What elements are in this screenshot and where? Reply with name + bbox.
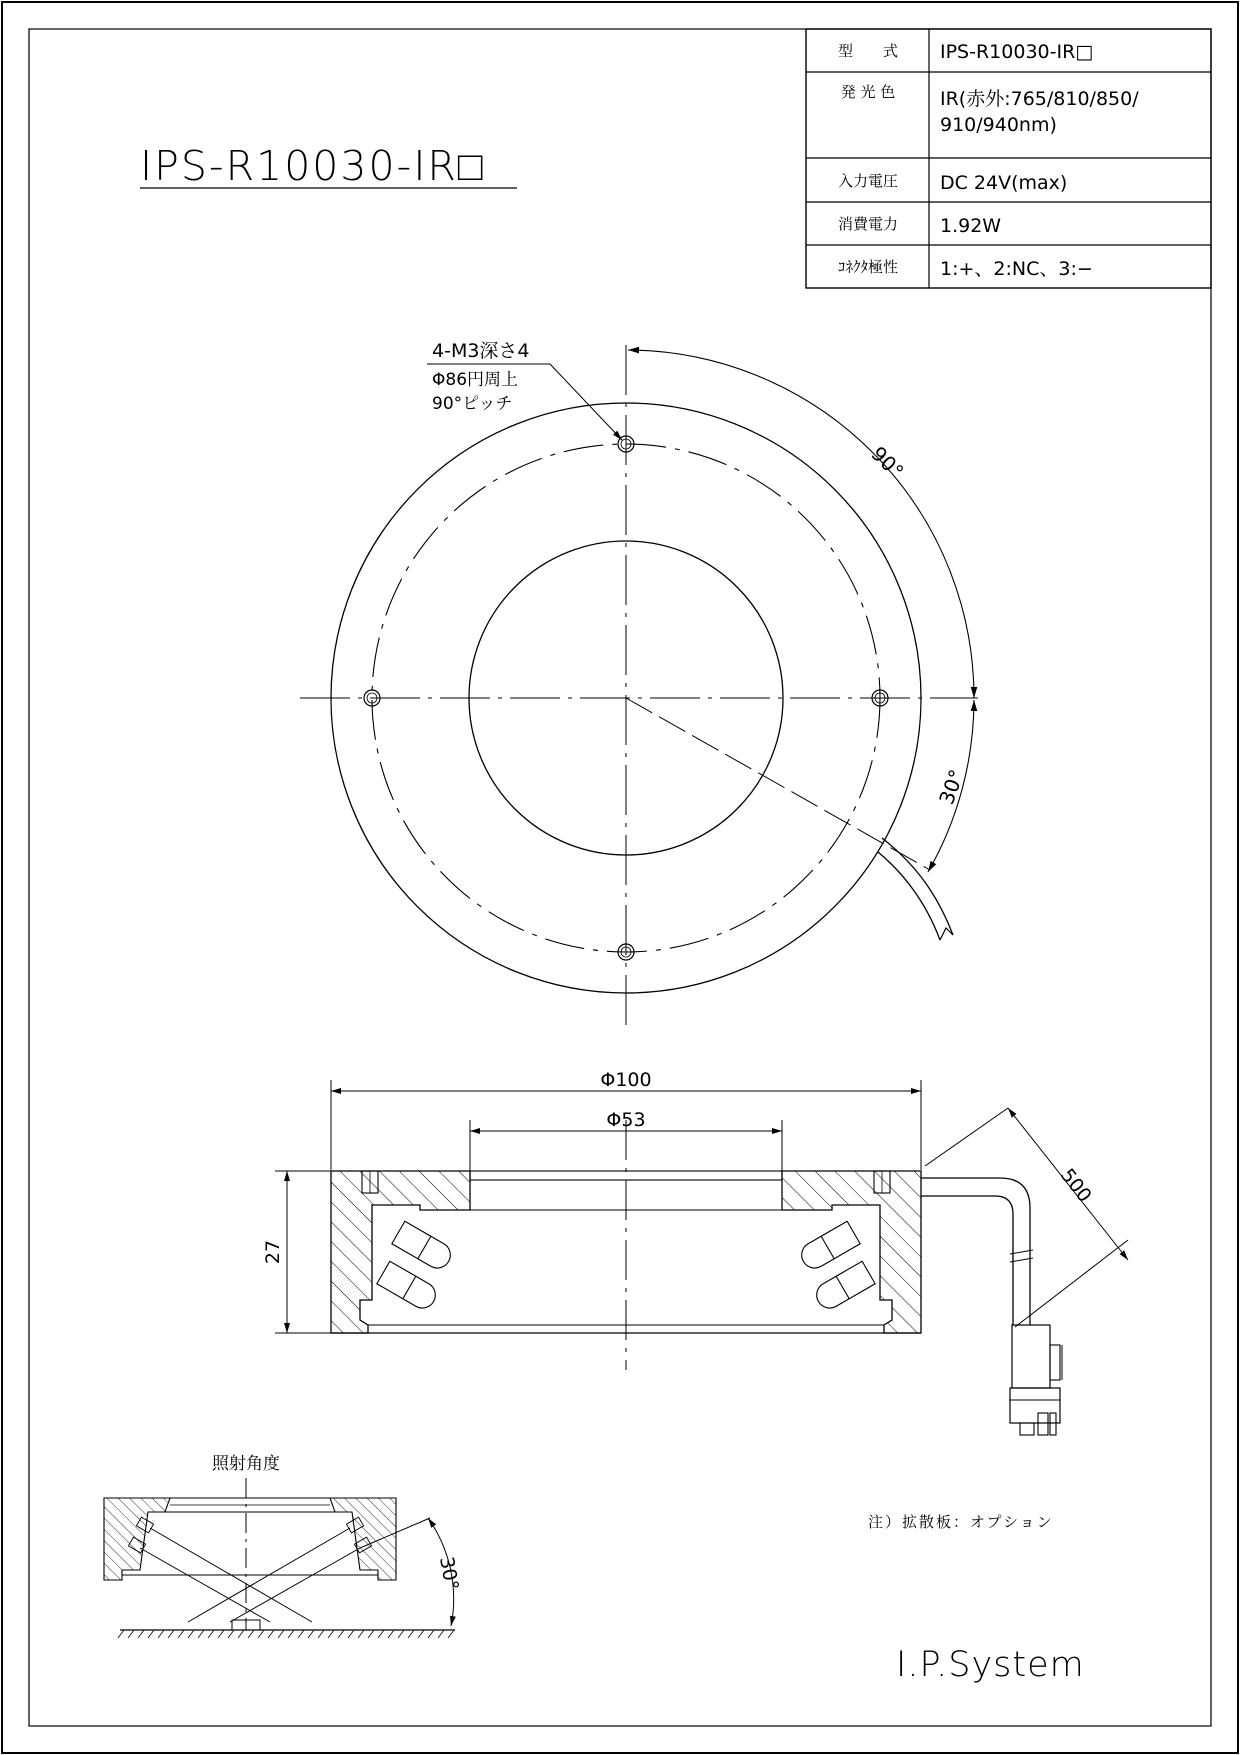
dim-label-inner: Φ53	[606, 1109, 646, 1131]
cable-direction-line	[626, 698, 930, 870]
diffuser-plate	[470, 1171, 782, 1180]
irradiation-title: 照射角度	[212, 1454, 280, 1474]
cable-top-view-lower	[878, 852, 940, 940]
top-view	[300, 340, 978, 1025]
spec-label-voltage: 入力電圧	[837, 172, 899, 190]
hole-callout-line1: 4-M3深さ4	[432, 340, 530, 362]
hole-callout-line3: 90°ピッチ	[432, 394, 513, 414]
spec-value-polarity: 1:+、2:NC、3:−	[940, 258, 1093, 280]
angle-label-30: 30°	[934, 766, 969, 808]
spec-label-color: 発 光 色	[840, 83, 896, 101]
note-diffuser: 注）拡散板：オプション	[868, 1513, 1054, 1531]
spec-label-power: 消費電力	[837, 215, 899, 233]
spec-label-model: 型 式	[837, 42, 899, 60]
hole-callout	[427, 340, 622, 440]
angle-arc-90	[628, 350, 974, 698]
irradiation-view	[104, 1454, 463, 1638]
section-view	[262, 1069, 1128, 1435]
led-left-lower	[377, 1261, 440, 1313]
spec-value-power: 1.92W	[940, 215, 1002, 237]
drawing-title-text: IPS-R10030-IR□	[140, 142, 485, 190]
led-right-upper	[797, 1221, 860, 1273]
cable-top-view-upper	[882, 838, 953, 935]
drawing-title	[140, 142, 517, 190]
dim-label-height: 27	[262, 1239, 284, 1265]
spec-value-model: IPS-R10030-IR□	[940, 41, 1094, 63]
spec-table	[806, 29, 1211, 288]
spec-value-voltage: DC 24V(max)	[940, 172, 1068, 194]
led-left-upper	[392, 1221, 455, 1273]
angle-label-90: 90°	[866, 441, 909, 484]
cable-side-view	[921, 1178, 1033, 1325]
spec-value-color-line1: IR(赤外:765/810/850/	[940, 88, 1139, 110]
irr-angle-label: 30°	[435, 1555, 463, 1593]
housing-right	[782, 1171, 921, 1333]
dim-label-cable: 500	[1056, 1164, 1096, 1207]
led-right-lower	[812, 1261, 875, 1313]
company-name: I.P.System	[896, 1645, 1085, 1685]
inner-border	[29, 29, 1211, 1726]
hole-callout-line2: Φ86円周上	[432, 370, 519, 390]
housing-left	[331, 1171, 470, 1333]
spec-value-color-line2: 910/940nm)	[940, 114, 1057, 136]
dim-label-outer: Φ100	[600, 1069, 652, 1091]
spec-label-polarity: ｺﾈｸﾀ極性	[837, 258, 899, 276]
connector	[1010, 1325, 1062, 1435]
